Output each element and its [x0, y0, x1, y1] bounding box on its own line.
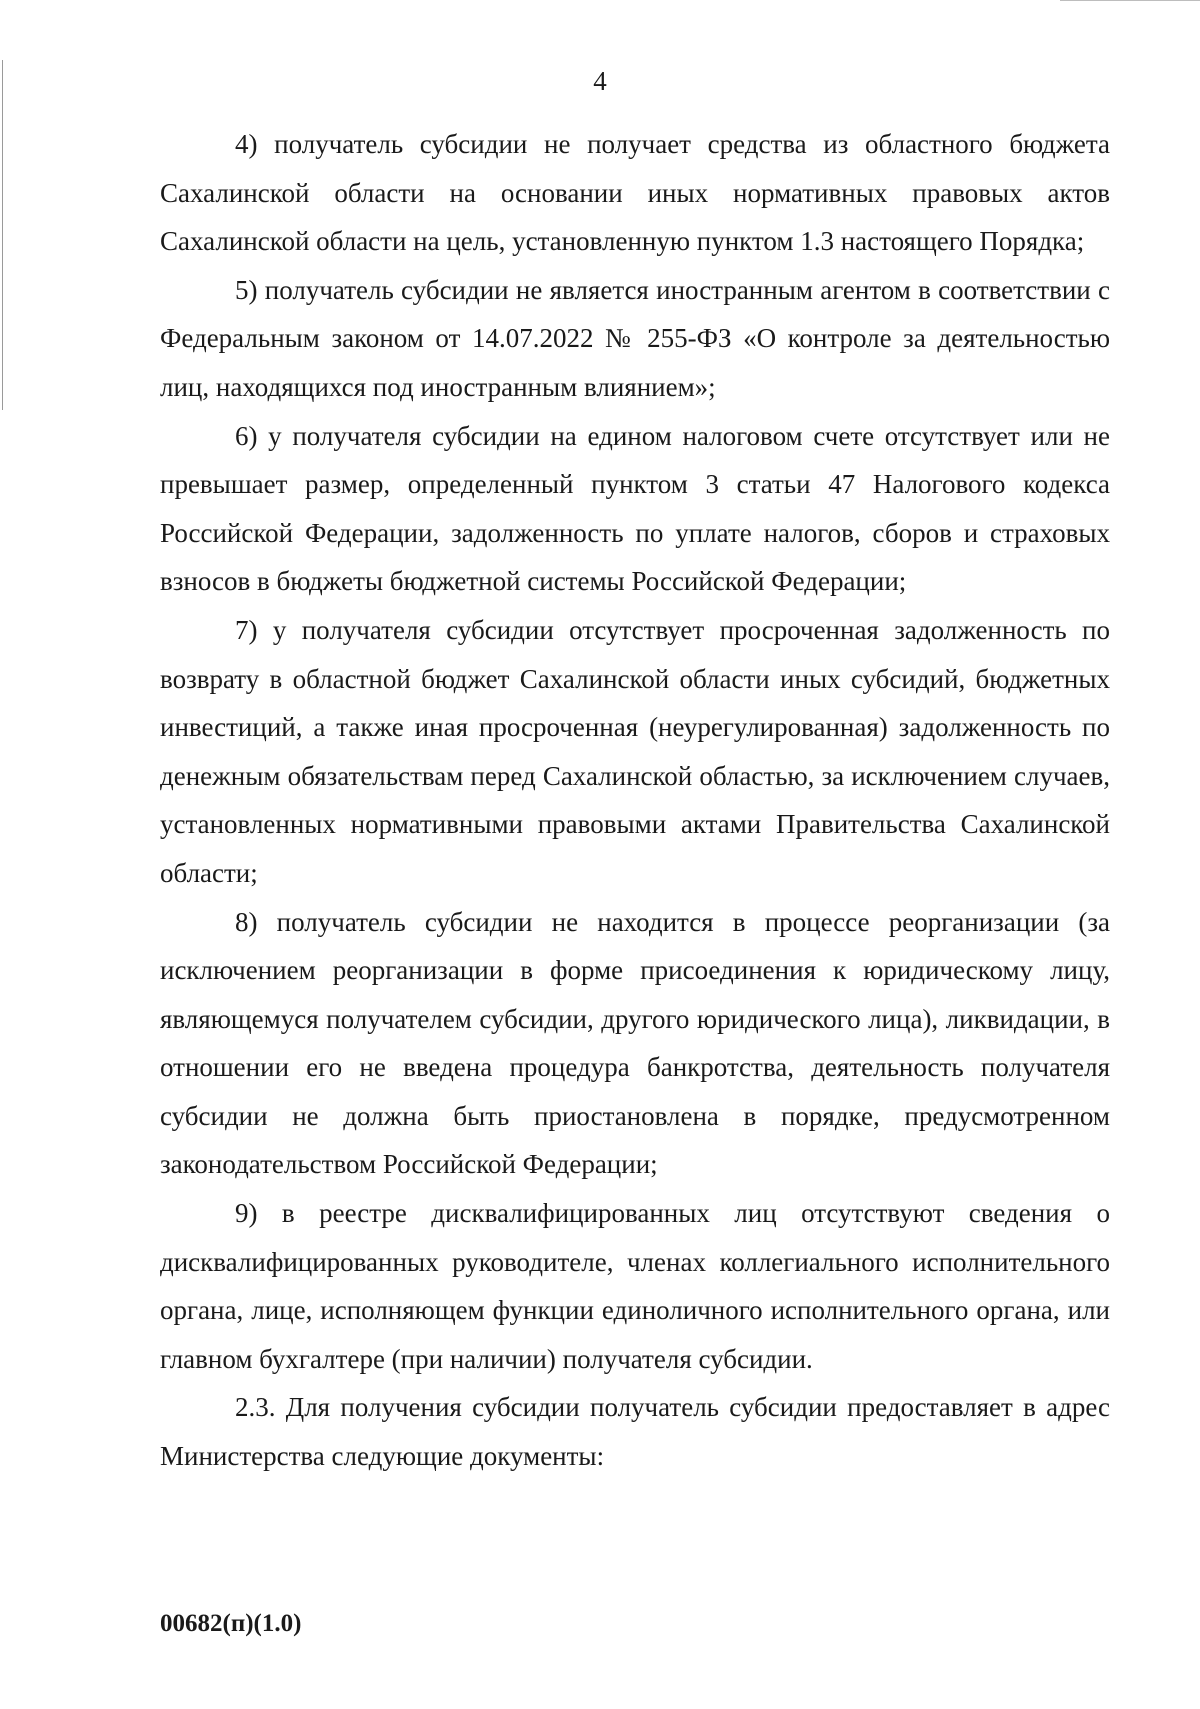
- paragraph-item-4: 4) получатель субсидии не получает средства из областного бюджета Сахалинской области на основании иных нормативных правовых актов Сахалинской области на цель, установленную пунктом 1.3 настоящего Порядка;: [160, 129, 1110, 257]
- scan-edge-top: [1060, 0, 1200, 1]
- document-code: 00682(п)(1.0): [160, 1610, 302, 1637]
- paragraph-section-2-3: 2.3. Для получения субсидии получатель субсидии предоставляет в адрес Министерства следующие документы:: [160, 1392, 1110, 1472]
- scan-edge-left: [2, 60, 3, 410]
- paragraph-item-6: 6) у получателя субсидии на едином налоговом счете отсутствует или не превышает размер, определенный пунктом 3 статьи 47 Налогового кодекса Российской Федерации, задолженность по уплате налогов, сборов и страховых взносов в бюджеты бюджетной системы Российской Федерации;: [160, 420, 1110, 597]
- paragraph-item-5: 5) получатель субсидии не является иностранным агентом в соответствии с Федеральным законом от 14.07.2022 № 255-ФЗ «О контроле за деятельностью лиц, находящихся под иностранным влиянием»;: [160, 274, 1110, 402]
- page-number: 4: [593, 66, 607, 96]
- paragraph-item-8: 8) получатель субсидии не находится в процессе реорганизации (за исключением реорганизации в форме присоединения к юридическому лицу, являющемуся получателем субсидии, другого юридического лица), ликвидации, в отношении его не введена процедура банкротства, деятельность получателя субсидии не должна быть приостановлена в порядке, предусмотренном законодательством Российской Федерации;: [160, 906, 1110, 1180]
- document-body: [160, 120, 1110, 1481]
- paragraph-item-9: 9) в реестре дисквалифицированных лиц отсутствуют сведения о дисквалифицированных руководителе, членах коллегиального исполнительного органа, лице, исполняющем функции единоличного исполнительного органа, или главном бухгалтере (при наличии) получателя субсидии.: [160, 1198, 1110, 1374]
- paragraph-item-7: 7) у получателя субсидии отсутствует просроченная задолженность по возврату в областной бюджет Сахалинской области иных субсидий, бюджетных инвестиций, а также иная просроченная (неурегулированная) задолженность по денежным обязательствам перед Сахалинской областью, за исключением случаев, установленных нормативными правовыми актами Правительства Сахалинской области;: [160, 614, 1110, 888]
